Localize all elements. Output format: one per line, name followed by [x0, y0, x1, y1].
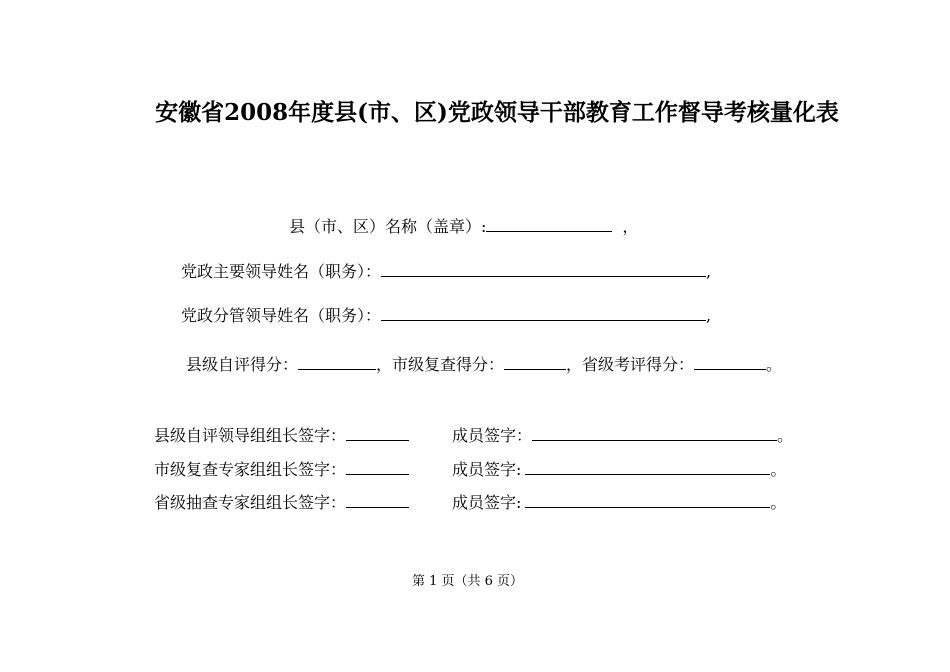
- county-name-label: 县（市、区）名称（盖章）:: [289, 217, 487, 236]
- signature-end: 。: [770, 460, 787, 479]
- signature-leader-label: 市级复查专家组组长签字：: [154, 460, 347, 479]
- scores-end: 。: [766, 355, 783, 374]
- city-review-score-label: ，市级复查得分：: [376, 355, 505, 374]
- signature-member-label: 成员签字:: [452, 493, 522, 512]
- signature-member-label: 成员签字:: [452, 460, 522, 479]
- county-name-field[interactable]: [486, 216, 612, 232]
- scores-row: [186, 354, 782, 375]
- deputy-leader-field[interactable]: [381, 305, 706, 321]
- signature-row-county: [154, 425, 409, 446]
- signature-row-city: [154, 459, 409, 480]
- signature-row-province: [154, 492, 409, 513]
- province-review-score-field[interactable]: [694, 354, 766, 370]
- signature-end: 。: [770, 493, 787, 512]
- city-review-score-field[interactable]: [504, 354, 566, 370]
- deputy-leader-end: ,: [706, 306, 712, 325]
- main-leader-row: [181, 261, 711, 282]
- main-leader-label: 党政主要领导姓名（职务）：: [181, 262, 382, 281]
- signature-leader-label: 县级自评领导组组长签字：: [154, 426, 347, 445]
- signature-member-field[interactable]: [532, 425, 777, 441]
- main-leader-end: ,: [706, 262, 712, 281]
- deputy-leader-row: [181, 305, 711, 326]
- signature-members-province: [452, 492, 786, 513]
- signature-members-county: [452, 425, 793, 446]
- signature-leader-field[interactable]: [346, 425, 409, 441]
- county-name-end: ，: [622, 217, 639, 236]
- county-name-row: [289, 216, 638, 237]
- main-leader-field[interactable]: [381, 261, 706, 277]
- signature-leader-field[interactable]: [346, 459, 409, 475]
- county-self-score-field[interactable]: [298, 354, 376, 370]
- signature-member-label: 成员签字：: [452, 426, 533, 445]
- document-title: 安徽省2008年度县(市、区)党政领导干部教育工作督导考核量化表: [155, 99, 839, 126]
- deputy-leader-label: 党政分管领导姓名（职务）：: [181, 306, 382, 325]
- signature-leader-field[interactable]: [346, 492, 409, 508]
- signature-leader-label: 省级抽查专家组组长签字：: [154, 493, 347, 512]
- signature-member-field[interactable]: [525, 492, 770, 508]
- page-footer: 第 1 页（共 6 页）: [411, 574, 524, 589]
- signature-end: 。: [777, 426, 794, 445]
- county-self-score-label: 县级自评得分：: [186, 355, 299, 374]
- signature-member-field[interactable]: [525, 459, 770, 475]
- signature-members-city: [452, 459, 786, 480]
- province-review-score-label: ，省级考评得分：: [566, 355, 695, 374]
